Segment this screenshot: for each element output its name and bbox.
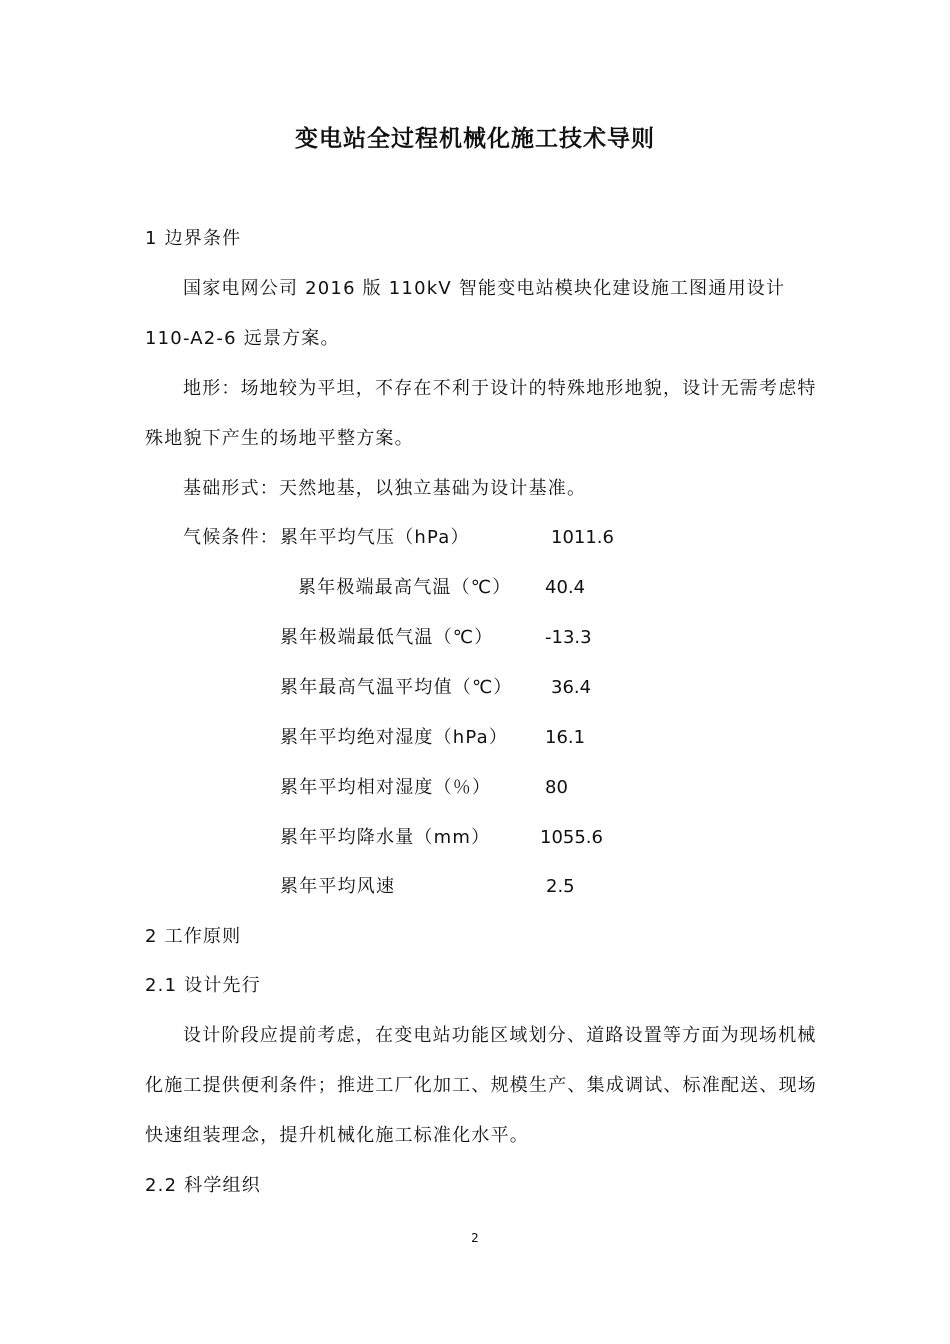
- climate-label: 累年平均绝对湿度（hPa）: [280, 727, 509, 748]
- climate-value: 80: [545, 777, 568, 798]
- climate-value: 36.4: [551, 677, 592, 698]
- climate-value: 2.5: [546, 876, 575, 897]
- climate-value: 1011.6: [551, 527, 614, 548]
- section-2-heading: 2 工作原则: [145, 926, 242, 947]
- section-1-paragraph-1-line-1: 国家电网公司 2016 版 110kV 智能变电站模块化建设施工图通用设计: [183, 278, 786, 299]
- subsection-2-2-heading: 2.2 科学组织: [145, 1175, 261, 1196]
- climate-label: 累年最高气温平均值（℃）: [280, 677, 513, 698]
- climate-value: 40.4: [545, 577, 586, 598]
- subsection-2-1-heading: 2.1 设计先行: [145, 975, 261, 996]
- climate-label: 累年极端最高气温（℃）: [298, 577, 512, 598]
- section-1-paragraph-2-line-2: 殊地貌下产生的场地平整方案。: [145, 428, 414, 449]
- climate-label: 累年平均气压（hPa）: [280, 527, 470, 548]
- climate-value: 16.1: [545, 727, 586, 748]
- climate-value: 1055.6: [540, 827, 603, 848]
- document-title: 变电站全过程机械化施工技术导则: [295, 126, 655, 152]
- subsection-2-1-line-1: 设计阶段应提前考虑，在变电站功能区域划分、道路设置等方面为现场机械: [183, 1025, 817, 1046]
- climate-value: -13.3: [545, 627, 592, 648]
- climate-prefix: 气候条件：: [183, 527, 279, 548]
- subsection-2-1-line-2: 化施工提供便利条件；推进工厂化加工、规模生产、集成调试、标准配送、现场: [145, 1075, 817, 1096]
- climate-label: 累年平均降水量（mm）: [280, 827, 491, 848]
- section-1-paragraph-3: 基础形式：天然地基，以独立基础为设计基准。: [183, 478, 587, 499]
- climate-label: 累年极端最低气温（℃）: [280, 627, 494, 648]
- page-number: 2: [471, 1231, 479, 1245]
- section-1-paragraph-2-line-1: 地形：场地较为平坦，不存在不利于设计的特殊地形地貌，设计无需考虑特: [183, 378, 817, 399]
- climate-label: 累年平均相对湿度（％）: [280, 777, 492, 798]
- section-1-paragraph-1-line-2: 110-A2-6 远景方案。: [145, 328, 340, 349]
- section-1-heading: 1 边界条件: [145, 228, 242, 249]
- climate-label: 累年平均风速: [280, 876, 396, 897]
- subsection-2-1-line-3: 快速组装理念，提升机械化施工标准化水平。: [145, 1125, 529, 1146]
